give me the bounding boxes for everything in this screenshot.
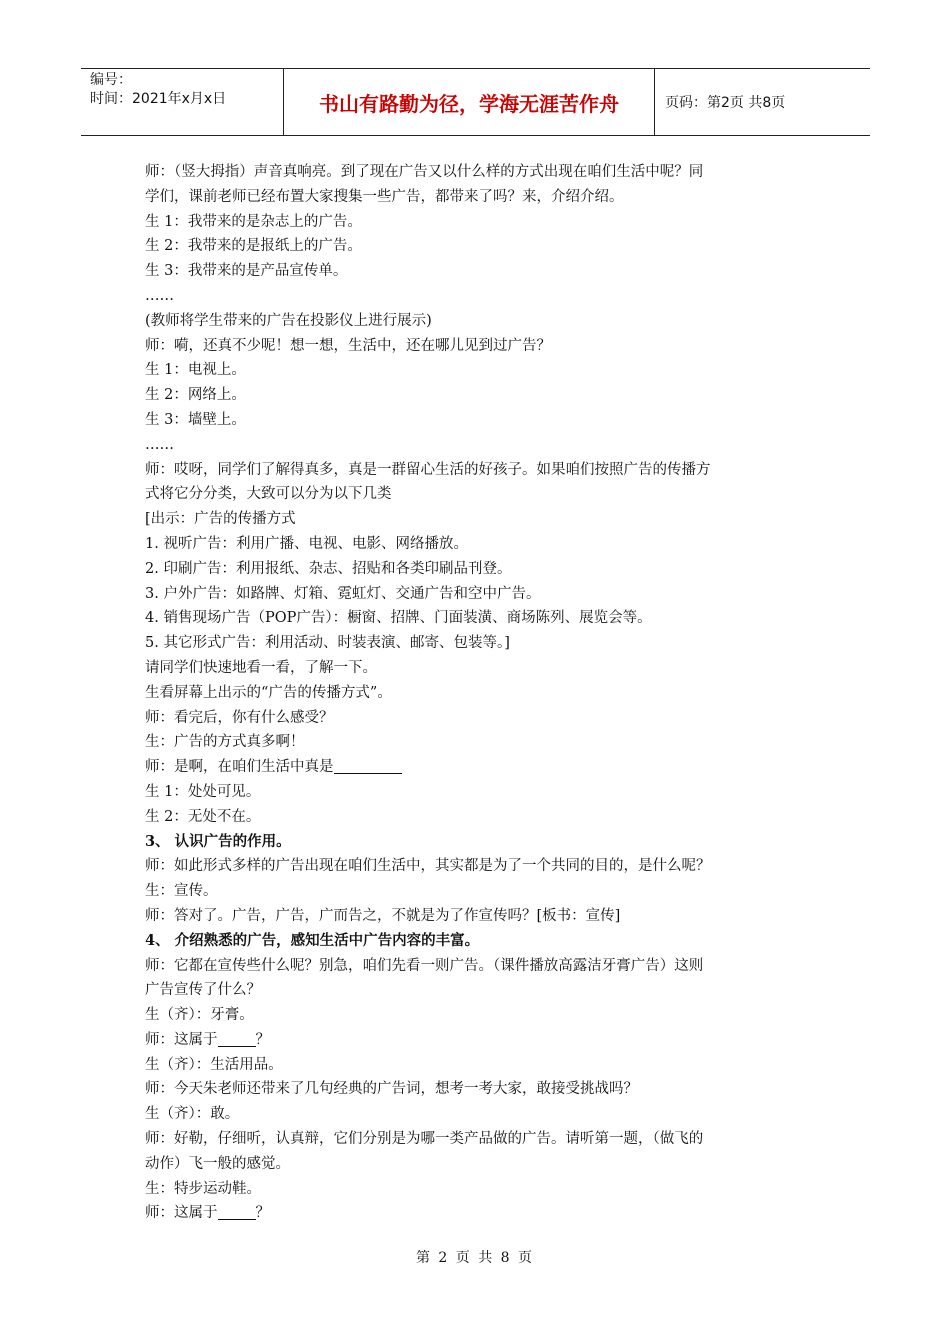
- body-line-text: 生看屏幕上出示的“广告的传播方式”。: [145, 684, 392, 701]
- body-line-text: 请同学们快速地看一看，了解一下。: [145, 659, 377, 676]
- body-line-text: 师：它都在宣传些什么呢？别急，咱们先看一则广告。（课件播放高露洁牙膏广告）这则: [145, 957, 704, 974]
- body-line-suffix: ？: [255, 1205, 270, 1222]
- body-line-text: 学们，课前老师已经布置大家搜集一些广告，都带来了吗？来，介绍介绍。: [145, 188, 624, 205]
- body-line-text: 生：宣传。: [145, 883, 218, 900]
- body-line-text: 生 2：我带来的是报纸上的广告。: [145, 238, 362, 255]
- body-line-text: 4、 介绍熟悉的广告，感知生活中广告内容的丰富。: [145, 931, 480, 949]
- body-line: [145, 1102, 825, 1127]
- body-line-text: 师：这属于: [145, 1031, 218, 1048]
- body-line-text: [出示：广告的传播方式: [145, 511, 296, 528]
- body-line: [145, 755, 825, 780]
- body-line: [145, 259, 825, 284]
- body-line: [145, 904, 825, 929]
- body-line: [145, 730, 825, 755]
- body-line: [145, 1177, 825, 1202]
- body-line-text: 生 2：无处不在。: [145, 808, 261, 825]
- body-line: [145, 1127, 825, 1152]
- body-line: [145, 160, 825, 185]
- body-line-text: ……: [145, 436, 174, 453]
- body-line-text: 生 3：我带来的是产品宣传单。: [145, 263, 348, 280]
- document-number-label: 编号：: [90, 72, 132, 88]
- body-line-text: 师：今天朱老师还带来了几句经典的广告词，想考一考大家，敢接受挑战吗？: [145, 1081, 638, 1098]
- header-page-info: 页码：第2页 共8页: [665, 95, 786, 111]
- body-line: [145, 854, 825, 879]
- body-line: [145, 1053, 825, 1078]
- body-line: [145, 210, 825, 235]
- body-line-text: 师：好勒，仔细听，认真辩，它们分别是为哪一类产品做的广告。请听第一题，（做飞的: [145, 1131, 704, 1148]
- body-line: [145, 631, 825, 656]
- body-line: [145, 458, 825, 483]
- body-line: [145, 1003, 825, 1028]
- body-line-text: 师：哎呀，同学们了解得真多，真是一群留心生活的好孩子。如果咱们按照广告的传播方: [145, 461, 711, 478]
- body-line-text: ……: [145, 287, 174, 304]
- body-line: [145, 606, 825, 631]
- body-line-text: 师：答对了。广告，广告，广而告之，不就是为了作宣传吗？[板书：宣传]: [145, 907, 621, 924]
- body-line-text: 生 1：我带来的是杂志上的广告。: [145, 213, 362, 230]
- fill-in-blank: [334, 757, 402, 774]
- body-line: [145, 334, 825, 359]
- body-line-text: 5. 其它形式广告：利用活动、时装表演、邮寄、包装等。]: [145, 635, 510, 652]
- document-date: 时间：2021年x月x日: [90, 91, 227, 107]
- fill-in-blank: [218, 1203, 256, 1220]
- body-line: [145, 706, 825, 731]
- body-line: [145, 234, 825, 259]
- body-line: [145, 1201, 825, 1226]
- body-line-text: 生（齐）：牙膏。: [145, 1007, 254, 1024]
- body-line-text: 师：看完后，你有什么感受？: [145, 709, 334, 726]
- body-line: [145, 507, 825, 532]
- body-line-text: 生 3：墙壁上。: [145, 411, 246, 428]
- body-line-text: 生（齐）：生活用品。: [145, 1056, 283, 1073]
- body-line: [145, 383, 825, 408]
- body-line: [145, 879, 825, 904]
- body-line: [145, 780, 825, 805]
- header-meta: [81, 69, 284, 135]
- body-line: [145, 358, 825, 383]
- body-line-text: 动作）飞一般的感觉。: [145, 1155, 290, 1172]
- body-line-suffix: ？: [255, 1031, 270, 1048]
- body-line: [145, 309, 825, 334]
- body-line: [145, 284, 825, 309]
- body-line-text: (教师将学生带来的广告在投影仪上进行展示): [145, 312, 432, 329]
- page-footer: 第 2 页 共 8 页: [415, 1250, 535, 1266]
- body-line: [145, 408, 825, 433]
- body-line-text: 生：广告的方式真多啊！: [145, 734, 305, 751]
- body-line-text: 师：嗬，还真不少呢！想一想，生活中，还在哪儿见到过广告？: [145, 337, 551, 354]
- body-line-text: 生（齐）：敢。: [145, 1106, 240, 1123]
- body-line-text: 广告宣传了什么？: [145, 982, 261, 999]
- body-line: [145, 681, 825, 706]
- body-line-text: 师：这属于: [145, 1205, 218, 1222]
- body-line-text: 生：特步运动鞋。: [145, 1180, 261, 1197]
- body-line-text: 生 1：电视上。: [145, 362, 246, 379]
- page-header: [81, 68, 870, 136]
- body-line: [145, 582, 825, 607]
- body-line-text: 生 1：处处可见。: [145, 783, 261, 800]
- body-line-text: 师：（竖大拇指）声音真响亮。到了现在广告又以什么样的方式出现在咱们生活中呢？同: [145, 164, 704, 180]
- body-line: [145, 557, 825, 582]
- body-line: [145, 185, 825, 210]
- body-line: [145, 1077, 825, 1102]
- fill-in-blank: [218, 1030, 256, 1047]
- body-line: [145, 830, 825, 855]
- body-line: [145, 1152, 825, 1177]
- body-line: [145, 656, 825, 681]
- body-line-text: 式将它分分类，大致可以分为以下几类: [145, 486, 392, 503]
- body-line-text: 3、 认识广告的作用。: [145, 832, 291, 850]
- body-line: [145, 1028, 825, 1053]
- body-line-text: 4. 销售现场广告（POP广告）：橱窗、招牌、门面装潢、商场陈列、展览会等。: [145, 610, 652, 627]
- body-line: [145, 929, 825, 954]
- body-line: [145, 433, 825, 458]
- body-line-text: 1. 视听广告：利用广播、电视、电影、网络播放。: [145, 535, 468, 552]
- document-body: [145, 160, 825, 1226]
- body-line-text: 师：如此形式多样的广告出现在咱们生活中，其实都是为了一个共同的目的，是什么呢？: [145, 858, 711, 875]
- body-line: [145, 954, 825, 979]
- body-line-text: 3. 户外广告：如路牌、灯箱、霓虹灯、交通广告和空中广告。: [145, 585, 541, 602]
- body-line: [145, 532, 825, 557]
- body-line: [145, 978, 825, 1003]
- body-line-text: 2. 印刷广告：利用报纸、杂志、招贴和各类印刷品刊登。: [145, 560, 512, 577]
- body-line-text: 生 2：网络上。: [145, 387, 246, 404]
- body-line: [145, 482, 825, 507]
- body-line-text: 师：是啊，在咱们生活中真是: [145, 759, 334, 776]
- header-motto: 书山有路勤为径，学海无涯苦作舟: [284, 69, 655, 135]
- body-line: [145, 805, 825, 830]
